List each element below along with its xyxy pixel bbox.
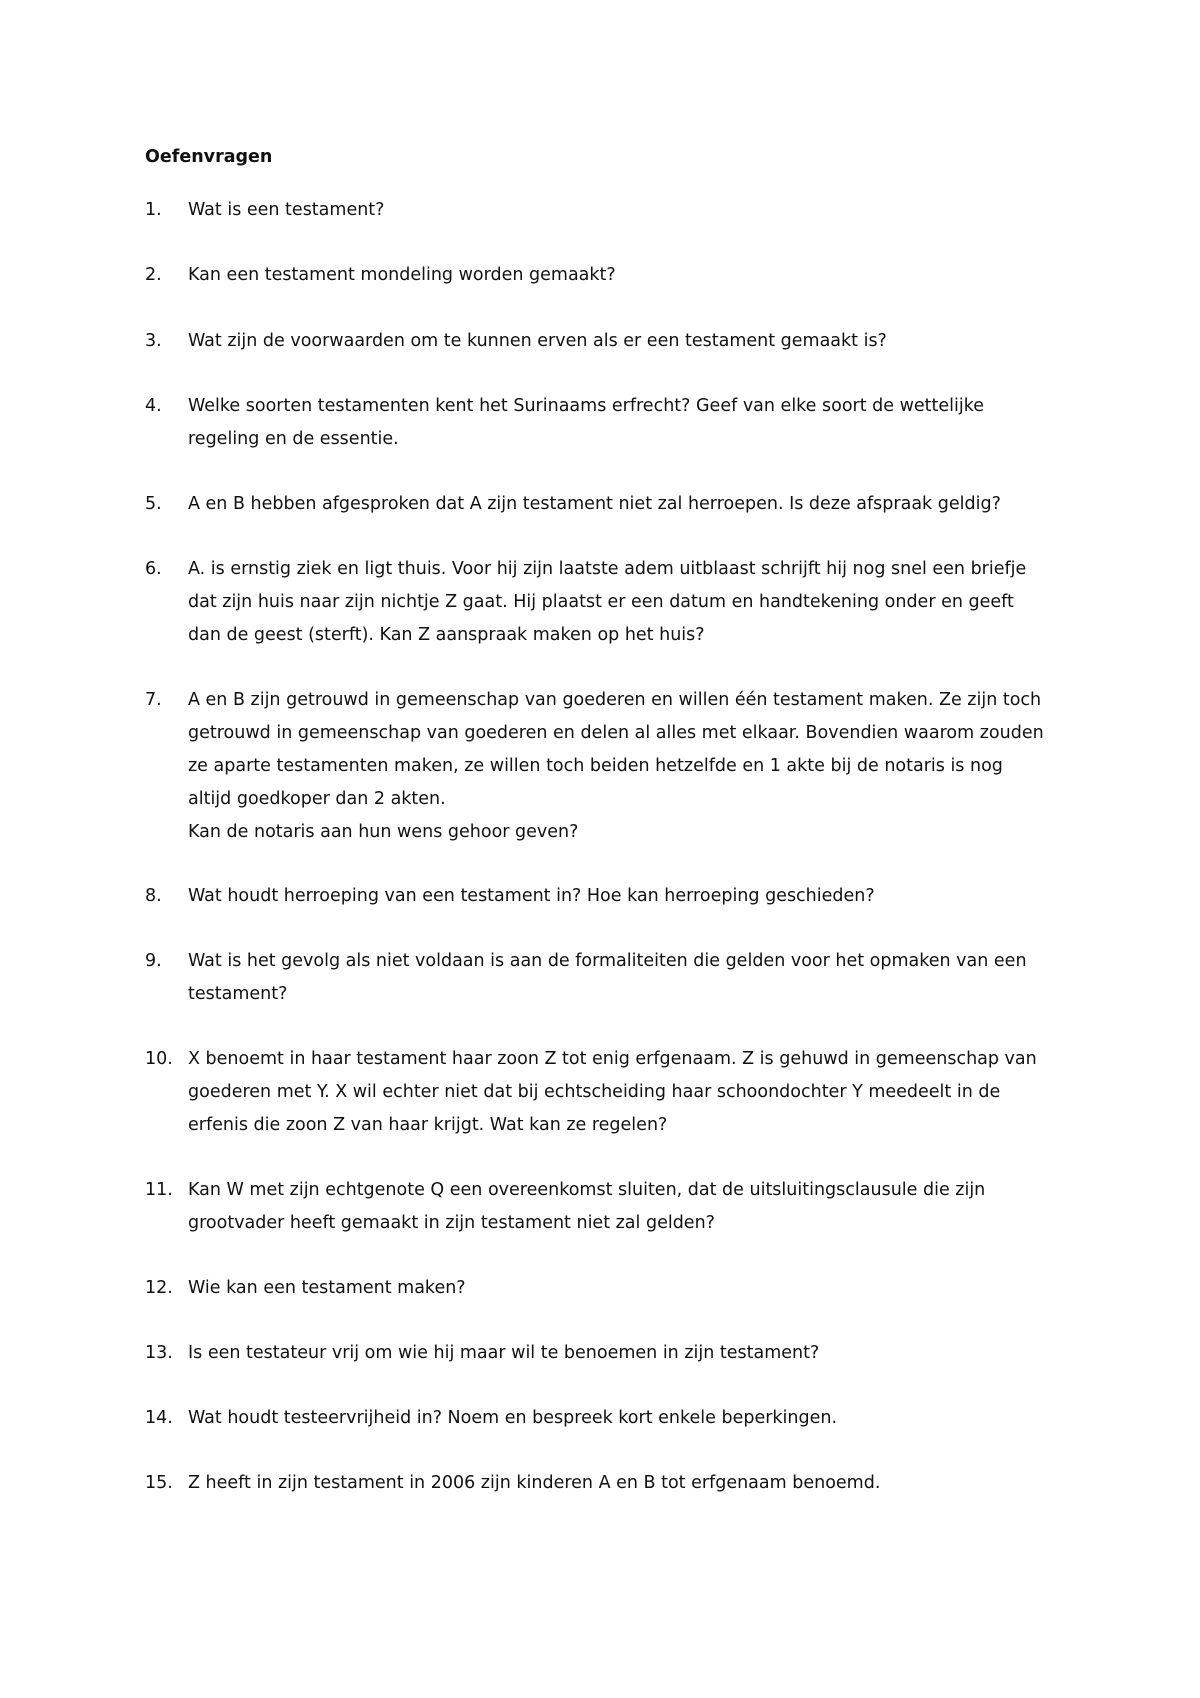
question-line: Wat houdt herroeping van een testament in? Hoe kan herroeping geschieden?	[188, 886, 875, 906]
question-text	[188, 1043, 1085, 1142]
question-line: X benoemt in haar testament haar zoon Z tot enig erfgenaam. Z is gehuwd in gemeenschap van	[188, 1049, 1037, 1069]
question-number: 8.	[145, 886, 162, 906]
question-line: dat zijn huis naar zijn nichtje Z gaat. Hij plaatst er een datum en handtekening onder en geeft	[188, 592, 1014, 612]
question-line: altijd goedkoper dan 2 akten.	[188, 789, 446, 809]
question-line: Kan een testament mondeling worden gemaakt?	[188, 265, 616, 285]
question-line: A. is ernstig ziek en ligt thuis. Voor hij zijn laatste adem uitblaast schrijft hij nog snel een briefje	[188, 559, 1027, 579]
question-line: getrouwd in gemeenschap van goederen en delen al alles met elkaar. Bovendien waarom zouden	[188, 723, 1044, 743]
question-line: Wat zijn de voorwaarden om te kunnen erven als er een testament gemaakt is?	[188, 331, 887, 351]
question-line: grootvader heeft gemaakt in zijn testament niet zal gelden?	[188, 1213, 715, 1233]
question-line: Wat houdt testeervrijheid in? Noem en bespreek kort enkele beperkingen.	[188, 1408, 838, 1428]
question-number: 7.	[145, 690, 162, 710]
question-number: 4.	[145, 396, 162, 416]
question-line: regeling en de essentie.	[188, 429, 399, 449]
question-text	[188, 945, 1085, 1011]
question-line: Kan W met zijn echtgenote Q een overeenkomst sluiten, dat de uitsluitingsclausule die zijn	[188, 1180, 986, 1200]
question-line: Z heeft in zijn testament in 2006 zijn kinderen A en B tot erfgenaam benoemd.	[188, 1473, 881, 1493]
question-text	[188, 1337, 1085, 1370]
question-text	[188, 1272, 1085, 1305]
question-line: Wat is het gevolg als niet voldaan is aan de formaliteiten die gelden voor het opmaken van een	[188, 951, 1027, 971]
question-text	[188, 880, 1085, 913]
question-text	[188, 488, 1085, 521]
question-number: 2.	[145, 265, 162, 285]
question-line: Wie kan een testament maken?	[188, 1278, 466, 1298]
question-text	[188, 1467, 1085, 1500]
question-text	[188, 390, 1085, 456]
question-line: Kan de notaris aan hun wens gehoor geven?	[188, 822, 579, 842]
question-line: testament?	[188, 984, 288, 1004]
question-number: 10.	[145, 1049, 173, 1069]
question-line: Welke soorten testamenten kent het Surinaams erfrecht? Geef van elke soort de wettelijke	[188, 396, 985, 416]
question-number: 12.	[145, 1278, 173, 1298]
question-number: 1.	[145, 200, 162, 220]
question-text	[188, 684, 1085, 849]
question-line: erfenis die zoon Z van haar krijgt. Wat kan ze regelen?	[188, 1115, 668, 1135]
question-number: 11.	[145, 1180, 173, 1200]
question-line: A en B hebben afgesproken dat A zijn testament niet zal herroepen. Is deze afspraak geldig?	[188, 494, 1001, 514]
question-text	[188, 194, 1085, 227]
question-line: dan de geest (sterft). Kan Z aanspraak maken op het huis?	[188, 625, 705, 645]
question-line: goederen met Y. X wil echter niet dat bij echtscheiding haar schoondochter Y meedeelt in de	[188, 1082, 1001, 1102]
question-text	[188, 553, 1085, 652]
question-text	[188, 1174, 1085, 1240]
question-line: Wat is een testament?	[188, 200, 385, 220]
question-line: A en B zijn getrouwd in gemeenschap van goederen en willen één testament maken. Ze zijn toch	[188, 690, 1042, 710]
question-line: ze aparte testamenten maken, ze willen toch beiden hetzelfde en 1 akte bij de notaris is nog	[188, 756, 1003, 776]
question-line: Is een testateur vrij om wie hij maar wil te benoemen in zijn testament?	[188, 1343, 820, 1363]
question-number: 9.	[145, 951, 162, 971]
question-number: 3.	[145, 331, 162, 351]
question-text	[188, 259, 1085, 292]
question-number: 15.	[145, 1473, 173, 1493]
question-number: 5.	[145, 494, 162, 514]
question-text	[188, 325, 1085, 358]
document-title: Oefenvragen	[145, 147, 273, 167]
question-number: 6.	[145, 559, 162, 579]
question-text	[188, 1402, 1085, 1435]
question-number: 14.	[145, 1408, 173, 1428]
question-number: 13.	[145, 1343, 173, 1363]
